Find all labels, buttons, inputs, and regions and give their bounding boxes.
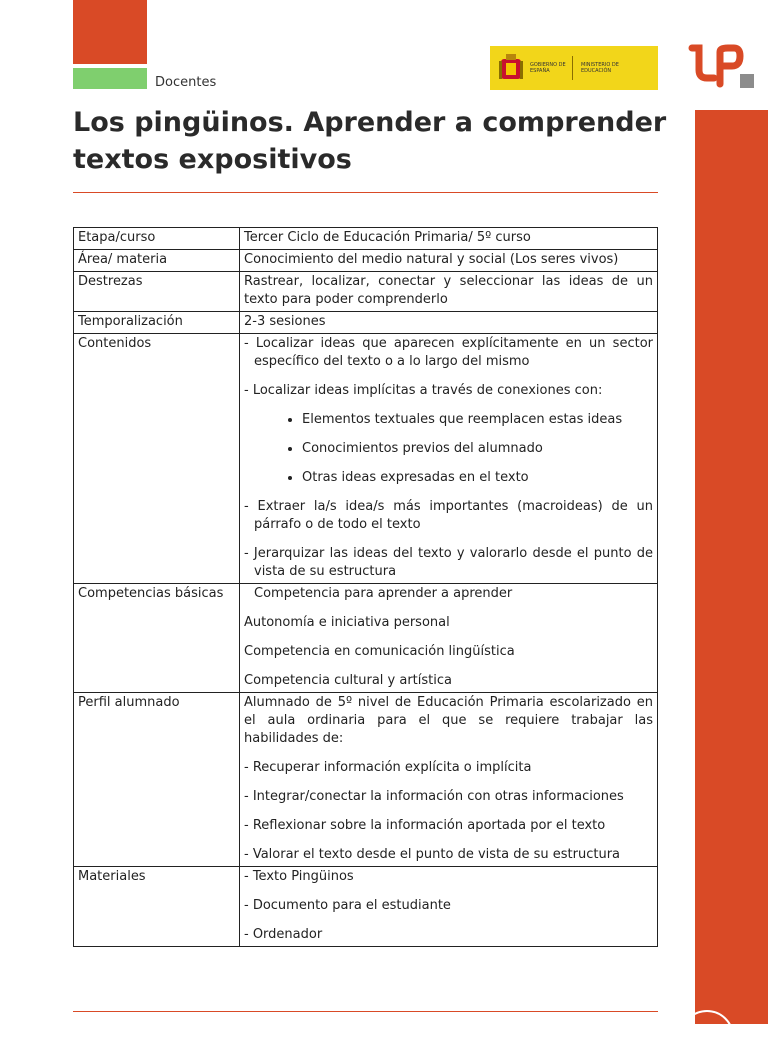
list-item: - Documento para el estudiante bbox=[244, 898, 451, 913]
row-label: Temporalización bbox=[74, 312, 240, 334]
list-item: - Integrar/conectar la información con otras informaciones bbox=[244, 789, 624, 804]
row-label: Área/ materia bbox=[74, 250, 240, 272]
list-item: Autonomía e iniciativa personal bbox=[244, 615, 450, 630]
row-value bbox=[240, 693, 658, 867]
info-table bbox=[73, 227, 658, 947]
bullet-list bbox=[244, 411, 653, 487]
table-row bbox=[74, 228, 658, 250]
table-row bbox=[74, 867, 658, 947]
coat-of-arms-icon bbox=[498, 53, 524, 83]
decorative-circle bbox=[680, 1010, 734, 1064]
row-label: Contenidos bbox=[74, 334, 240, 584]
row-label: Destrezas bbox=[74, 272, 240, 312]
list-item: - Jerarquizar las ideas del texto y valorarlo desde el punto de vista de su estructura bbox=[244, 546, 653, 579]
list-item: - Valorar el texto desde el punto de vista de su estructura bbox=[244, 847, 621, 862]
row-value bbox=[240, 867, 658, 947]
side-band bbox=[695, 110, 768, 1024]
decorative-orange-block bbox=[73, 0, 147, 64]
page-title: Los pingüinos. Aprender a comprender textos expositivos bbox=[73, 107, 667, 175]
list-item: Competencia para aprender a aprender bbox=[254, 586, 513, 601]
row-value bbox=[240, 584, 658, 693]
section-label: Docentes bbox=[155, 75, 217, 90]
row-label: Perfil alumnado bbox=[74, 693, 240, 867]
list-item: - Reflexionar sobre la información aportada por el texto bbox=[244, 818, 606, 833]
row-value bbox=[240, 334, 658, 584]
list-item: • Conocimientos previos del alumnado bbox=[302, 440, 653, 458]
list-item: - Extraer la/s idea/s más importantes (macroideas) de un párrafo o de todo el texto bbox=[244, 499, 653, 532]
table-row bbox=[74, 250, 658, 272]
row-value: Rastrear, localizar, conectar y seleccionar las ideas de un texto para poder comprenderlo bbox=[240, 272, 658, 312]
ministerio-text: MINISTERIO DE EDUCACIÓN bbox=[581, 62, 619, 74]
list-item: - Localizar ideas que aparecen explícitamente en un sector específico del texto o a lo largo del mismo bbox=[244, 336, 653, 369]
list-item: Competencia cultural y artística bbox=[244, 673, 452, 688]
list-item: Competencia en comunicación lingüística bbox=[244, 644, 515, 659]
gobierno-ministerio-logo bbox=[490, 46, 658, 90]
row-value: Tercer Ciclo de Educación Primaria/ 5º curso bbox=[240, 228, 658, 250]
logo-divider bbox=[572, 56, 573, 80]
table-row bbox=[74, 693, 658, 867]
table-row bbox=[74, 334, 658, 584]
title-divider bbox=[73, 192, 658, 193]
list-item: • Elementos textuales que reemplacen estas ideas bbox=[302, 411, 653, 429]
list-item: - Texto Pingüinos bbox=[244, 869, 354, 884]
table-row bbox=[74, 312, 658, 334]
gobierno-text: GOBIERNO DE ESPAÑA bbox=[530, 62, 566, 74]
table-row bbox=[74, 272, 658, 312]
list-item: - Localizar ideas implícitas a través de conexiones con: bbox=[244, 383, 603, 398]
perfil-intro: Alumnado de 5º nivel de Educación Primaria escolarizado en el aula ordinaria para el que se requiere trabajar las habilidades de: bbox=[244, 695, 653, 746]
table-row bbox=[74, 584, 658, 693]
row-value: Conocimiento del medio natural y social (Los seres vivos) bbox=[240, 250, 658, 272]
decorative-green-bar bbox=[73, 68, 147, 89]
list-item: - Recuperar información explícita o implícita bbox=[244, 760, 532, 775]
row-value: 2-3 sesiones bbox=[240, 312, 658, 334]
footer-divider bbox=[73, 1011, 658, 1012]
row-label: Competencias básicas bbox=[74, 584, 240, 693]
lp-logo-icon bbox=[688, 44, 758, 92]
row-label: Etapa/curso bbox=[74, 228, 240, 250]
list-item: - Ordenador bbox=[244, 927, 323, 942]
row-label: Materiales bbox=[74, 867, 240, 947]
list-item: • Otras ideas expresadas en el texto bbox=[302, 469, 653, 487]
